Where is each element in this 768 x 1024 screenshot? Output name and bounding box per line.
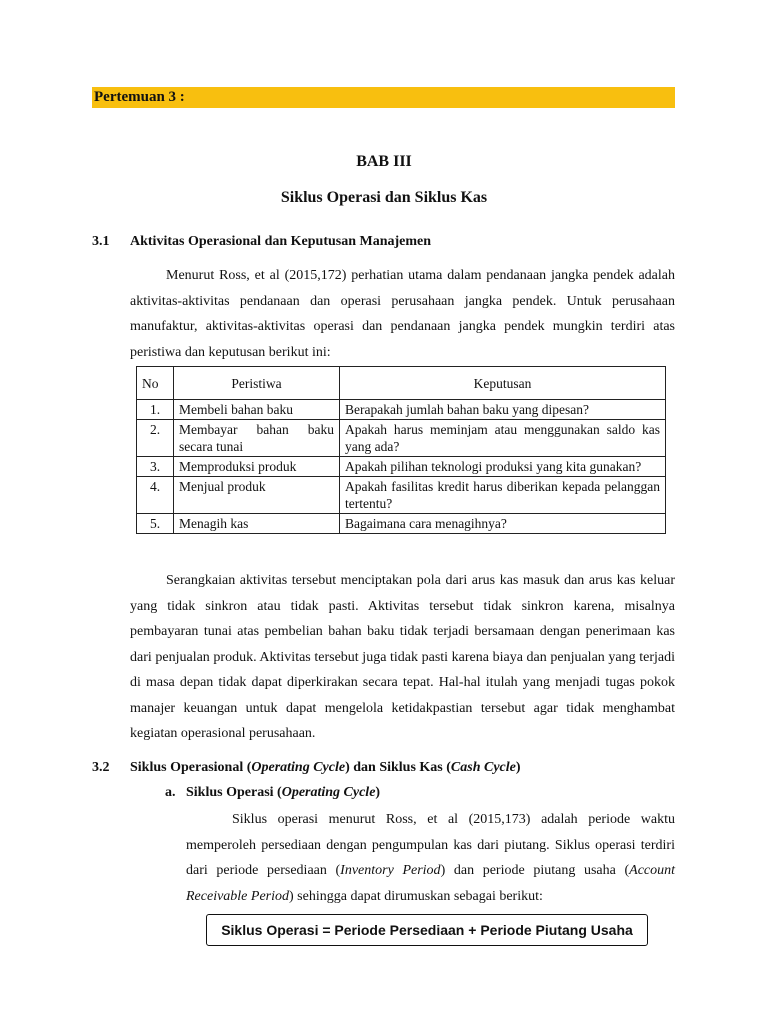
cell-no: 1. [137,400,174,420]
chapter-title: Siklus Operasi dan Siklus Kas [280,189,488,206]
section-title: Aktivitas Operasional dan Keputusan Manajemen [130,234,432,249]
cell-no: 2. [137,420,174,457]
table-row [137,420,666,457]
table-row [137,400,666,420]
header-peristiwa: Peristiwa [174,367,340,400]
table-row [137,457,666,477]
cell-decision: Bagaimana cara menagihnya? [340,514,666,534]
section-number: 3.1 [92,234,110,249]
chapter-number: BAB III [356,153,412,170]
body-paragraph [130,568,675,747]
section-title-part: ) [515,760,521,775]
operating-cycle-paragraph [186,807,675,909]
cell-no: 5. [137,514,174,534]
table-row [137,514,666,534]
cell-decision: Apakah fasilitas kredit harus diberikan kepada pelanggan tertentu? [340,477,666,514]
subsection-title-part: Siklus Operasi ( [186,785,282,800]
cell-event: Menagih kas [174,514,340,534]
cell-event: Membayar bahan baku secara tunai [174,420,340,457]
section-title-italic: Cash Cycle [450,760,516,775]
cell-decision: Apakah pilihan teknologi produksi yang kita gunakan? [340,457,666,477]
section-heading-3-2 [92,760,521,776]
section-title-italic: Operating Cycle [251,760,346,775]
cell-event: Memproduksi produk [174,457,340,477]
table-header-row [137,367,666,400]
section-heading-3-1 [92,234,431,250]
paragraph-text: ) dan periode piutang usaha ( [440,863,630,878]
header-keputusan: Keputusan [340,367,666,400]
subsection-title-part: ) [375,785,381,800]
section-number: 3.2 [92,760,110,775]
section-title-part: ) dan Siklus Kas ( [345,760,451,775]
cell-decision: Berapakah jumlah bahan baku yang dipesan? [340,400,666,420]
subsection-heading-a [165,785,380,801]
intro-text: Menurut Ross, et al (2015,172) perhatian utama dalam pendanaan jangka pendek adalah aktivitas-aktivitas pendanaan dan operasi perusahaan jangka pendek. Untuk perusahaan manufaktur, aktivitas-aktivitas operasi dan pendanaan jangka pendek mungkin terdiri atas peristiwa dan keputusan berikut ini: [130,268,675,360]
header-no: No [137,367,174,400]
section-title-part: Siklus Operasional ( [130,760,252,775]
cell-decision: Apakah harus meminjam atau menggunakan saldo kas yang ada? [340,420,666,457]
intro-paragraph [130,263,675,365]
paragraph-italic: Inventory Period [340,863,441,878]
meeting-heading: Pertemuan 3 : [92,87,675,108]
table-row [137,477,666,514]
paragraph-text: Siklus operasi menurut Ross, et al (2015,173) adalah periode waktu memperoleh persediaan dengan pengumpulan kas dari piutang. Siklus operasi terdiri dari periode persediaan ( [186,812,675,878]
subsection-label: a. [165,785,176,800]
cell-event: Menjual produk [174,477,340,514]
cell-event: Membeli bahan baku [174,400,340,420]
body-text: Serangkaian aktivitas tersebut menciptakan pola dari arus kas masuk dan arus kas keluar yang tidak sinkron atau tidak pasti. Aktivitas tersebut tidak sinkron karena, misalnya pembayaran tunai atas pembelian bahan baku tidak terjadi bersamaan dengan penerimaan kas dari penjualan produk. Aktivitas tersebut juga tidak pasti karena biaya dan penjualan yang terjadi di masa depan tidak dapat diperkirakan secara tepat. Hal-hal itulah yang menjadi tugas pokok manajer keuangan untuk dapat mengelola ketidakpastian tersebut agar tidak menghambat kegiatan operasional perusahaan. [130,573,675,741]
formula-box [206,914,648,946]
cell-no: 4. [137,477,174,514]
cell-no: 3. [137,457,174,477]
formula-text: Siklus Operasi = Periode Persediaan + Periode Piutang Usaha [221,922,633,938]
paragraph-italic: Account Receivable Period [186,863,676,904]
paragraph-text: ) sehingga dapat dirumuskan sebagai berikut: [289,888,543,904]
events-decisions-table [136,366,666,534]
subsection-title-italic: Operating Cycle [281,785,376,800]
